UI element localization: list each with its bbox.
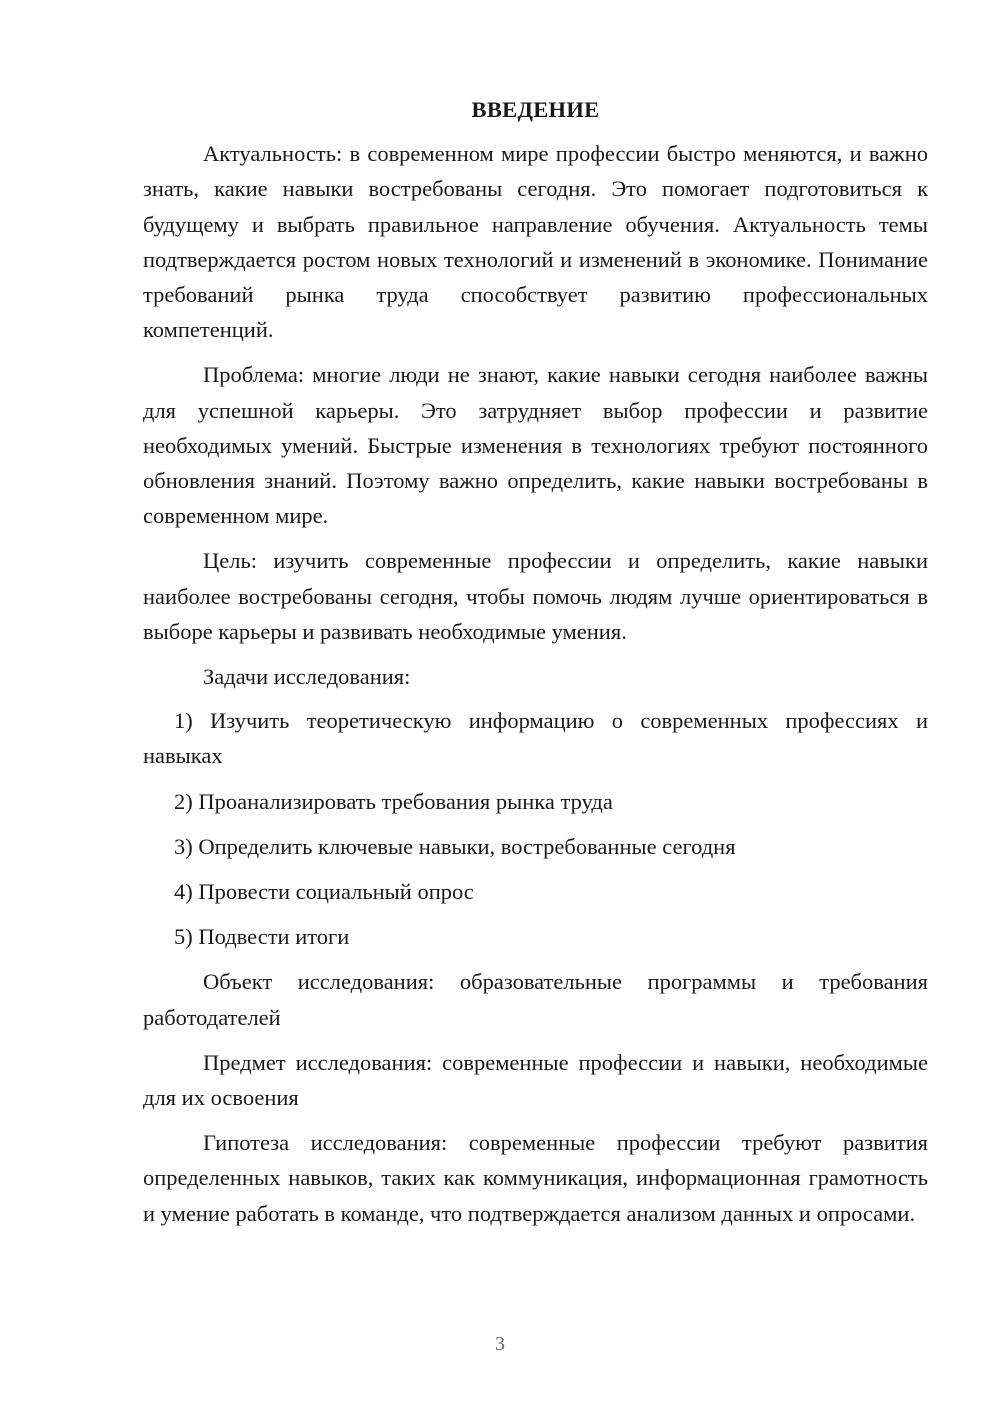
object-paragraph: Объект исследования: образовательные программы и требования работодателей	[143, 969, 928, 1030]
list-item: 1) Изучить теоретическую информацию о современных профессиях и навыках	[143, 708, 928, 769]
list-item: 4) Провести социальный опрос	[174, 879, 474, 905]
goal-paragraph: Цель: изучить современные профессии и определить, какие навыки наиболее востребованы сегодня, чтобы помочь людям лучше ориентироваться в выборе карьеры и развивать необходимые умения.	[143, 548, 928, 644]
hypothesis-paragraph: Гипотеза исследования: современные профессии требуют развития определенных навыков, таких как коммуникация, информационная грамотность и умение работать в команде, что подтверждается анализом данных и опросами.	[143, 1130, 928, 1226]
subject-paragraph: Предмет исследования: современные профессии и навыки, необходимые для их освоения	[143, 1049, 928, 1111]
list-item: 5) Подвести итоги	[174, 924, 350, 950]
page-number: 3	[495, 1333, 505, 1355]
relevance-paragraph: Актуальность: в современном мире профессии быстро меняются, и важно знать, какие навыки востребованы сегодня. Это помогает подготовиться к будущему и выбрать правильное направление обучения. Актуальность темы подтверждается ростом новых технологий и изменений в экономике. Понимание требований рынка труда способствует развитию профессиональных компетенций.	[143, 141, 928, 343]
list-item: 3) Определить ключевые навыки, востребованные сегодня	[174, 833, 736, 859]
page-title: ВВЕДЕНИЕ	[471, 97, 600, 122]
list-item: 2) Проанализировать требования рынка труда	[174, 788, 613, 814]
tasks-title: Задачи исследования:	[203, 664, 411, 690]
page-content	[143, 92, 928, 1241]
tasks-list	[143, 703, 928, 954]
problem-paragraph: Проблема: многие люди не знают, какие навыки сегодня наиболее важны для успешной карьеры. Это затрудняет выбор профессии и развитие необходимых умений. Быстрые изменения в технологиях требуют постоянного обновления знаний. Поэтому важно определить, какие навыки востребованы в современном мире.	[143, 362, 928, 529]
